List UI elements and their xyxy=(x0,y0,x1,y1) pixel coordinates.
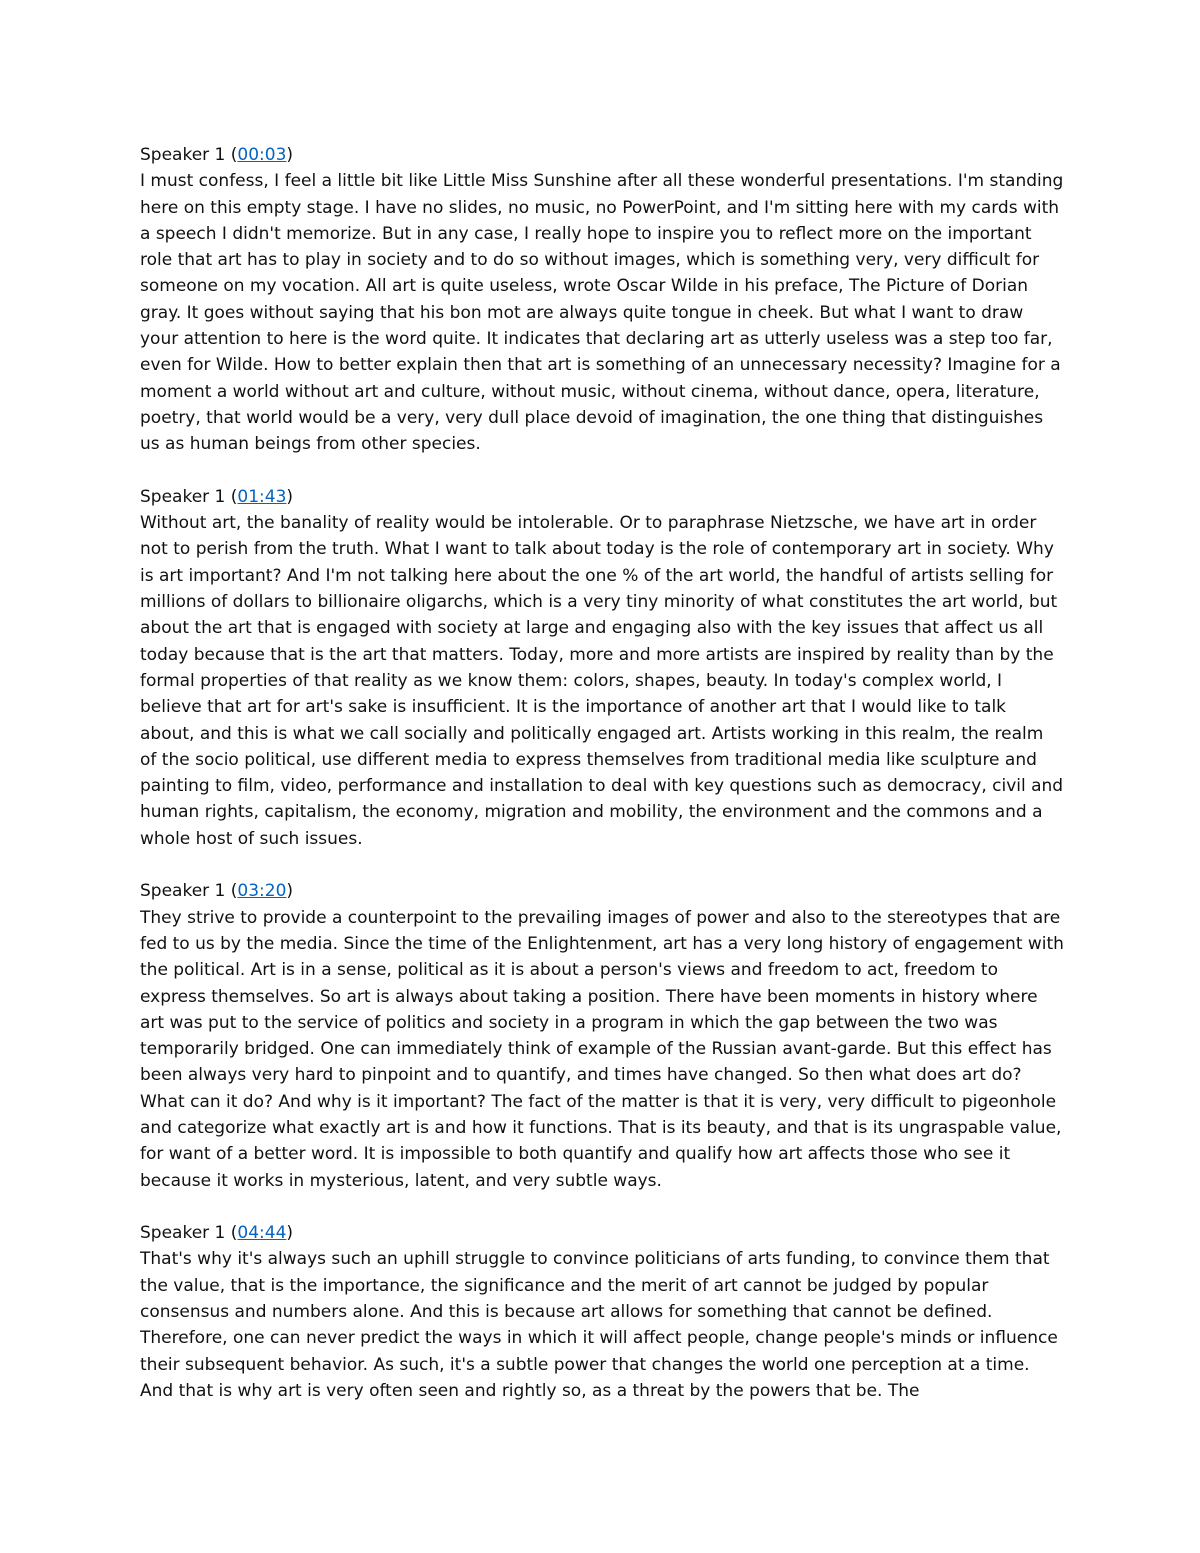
transcript-segment xyxy=(140,878,1065,1194)
speaker-line: Speaker 1 (03:20) xyxy=(140,881,294,902)
transcript-text: That's why it's always such an uphill struggle to convince politicians of arts funding, to convince them that the value, that is the importance, the significance and the merit of art cannot be judged by popular consensus and numbers alone. And this is because art allows for something that cannot be defined. Therefore, one can never predict the ways in which it will affect people, change people's minds or influence their subsequent behavior. As such, it's a subtle power that changes the world one perception at a time. And that is why art is very often seen and rightly so, as a threat by the powers that be. The xyxy=(140,1249,1058,1401)
speaker-line: Speaker 1 (01:43) xyxy=(140,486,294,507)
transcript-segment xyxy=(140,1220,1065,1404)
speaker-name: Speaker 1 xyxy=(140,1223,226,1244)
transcript-document xyxy=(140,142,1065,1431)
speaker-line: Speaker 1 (00:03) xyxy=(140,145,294,165)
timestamp-link[interactable]: 04:44 xyxy=(237,1223,287,1244)
timestamp-link[interactable]: 03:20 xyxy=(237,881,287,902)
timestamp-link[interactable]: 00:03 xyxy=(237,145,287,165)
speaker-name: Speaker 1 xyxy=(140,486,226,507)
speaker-name: Speaker 1 xyxy=(140,145,226,165)
transcript-text: They strive to provide a counterpoint to the prevailing images of power and also to the stereotypes that are fed to us by the media. Since the time of the Enlightenment, art has a very long history of engagement with the political. Art is in a sense, political as it is about a person's views and freedom to act, freedom to express themselves. So art is always about taking a position. There have been moments in history where art was put to the service of politics and society in a program in which the gap between the two was temporarily bridged. One can immediately think of example of the Russian avant-garde. But this effect has been always very hard to pinpoint and to quantify, and times have changed. So then what does art do? What can it do? And why is it important? The fact of the matter is that it is very, very difficult to pigeonhole and categorize what exactly art is and how it functions. That is its beauty, and that is its ungraspable value, for want of a better word. It is impossible to both quantify and qualify how art affects those who see it because it works in mysterious, latent, and very subtle ways. xyxy=(140,907,1064,1191)
speaker-name: Speaker 1 xyxy=(140,881,226,902)
transcript-segment xyxy=(140,142,1065,458)
transcript-text: I must confess, I feel a little bit like Little Miss Sunshine after all these wonderful presentations. I'm standing here on this empty stage. I have no slides, no music, no PowerPoint, and I'm sitting here with my cards with a speech I didn't memorize. But in any case, I really hope to inspire you to reflect more on the important role that art has to play in society and to do so without images, which is something very, very difficult for someone on my vocation. All art is quite useless, wrote Oscar Wilde in his preface, The Picture of Dorian gray. It goes without saying that his bon mot are always quite tongue in cheek. But what I want to draw your attention to here is the word quite. It indicates that declaring art as utterly useless was a step too far, even for Wilde. How to better explain then that art is something of an unnecessary necessity? Imagine for a moment a world without art and culture, without music, without cinema, without dance, opera, literature, poetry, that world would be a very, very dull place devoid of imagination, the one thing that distinguishes us as human beings from other species. xyxy=(140,171,1064,455)
transcript-text: Without art, the banality of reality would be intolerable. Or to paraphrase Nietzsche, we have art in order not to perish from the truth. What I want to talk about today is the role of contemporary art in society. Why is art important? And I'm not talking here about the one % of the art world, the handful of artists selling for millions of dollars to billionaire oligarchs, which is a very tiny minority of what constitutes the art world, but about the art that is engaged with society at large and engaging also with the key issues that affect us all today because that is the art that matters. Today, more and more artists are inspired by reality than by the formal properties of that reality as we know them: colors, shapes, beauty. In today's complex world, I believe that art for art's sake is insufficient. It is the importance of another art that I would like to talk about, and this is what we call socially and politically engaged art. Artists working in this realm, the realm of the socio political, use different media to express themselves from traditional media like sculpture and painting to film, video, performance and installation to deal with key questions such as democracy, civil and human rights, capitalism, the economy, migration and mobility, the environment and the commons and a whole host of such issues. xyxy=(140,513,1064,849)
speaker-line: Speaker 1 (04:44) xyxy=(140,1223,294,1244)
transcript-segment xyxy=(140,484,1065,852)
timestamp-link[interactable]: 01:43 xyxy=(237,486,287,507)
